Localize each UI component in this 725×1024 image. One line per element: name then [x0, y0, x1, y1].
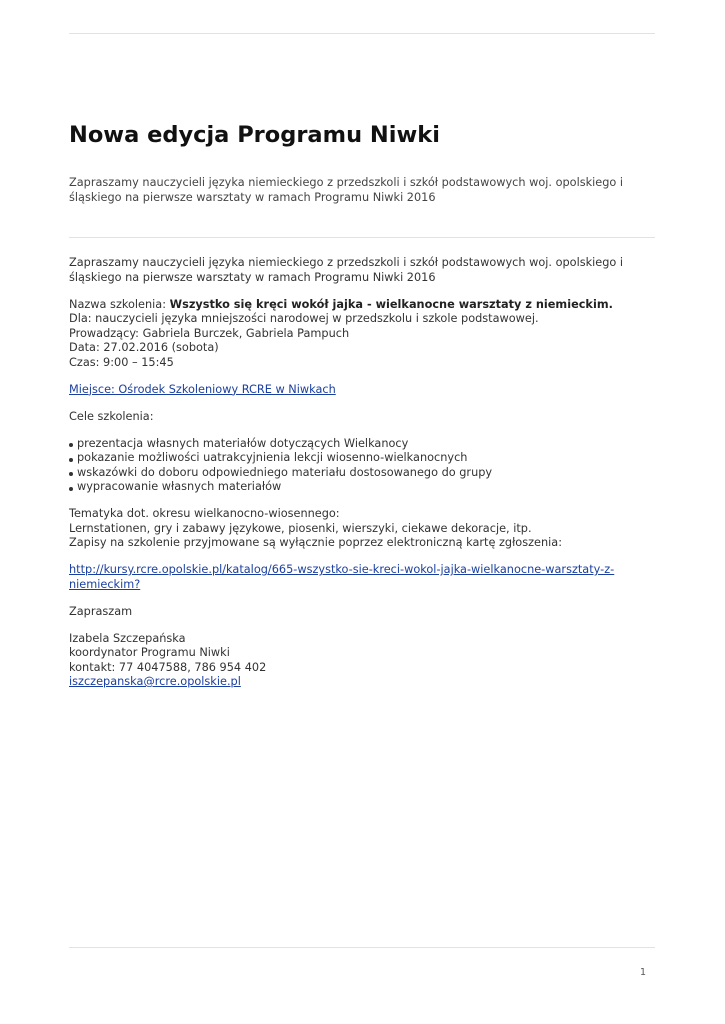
location-link[interactable]: Miejsce: Ośrodek Szkoleniowy RCRE w Niwkach: [69, 382, 336, 396]
signature-name: Izabela Szczepańska: [69, 631, 186, 645]
registration-link[interactable]: http://kursy.rcre.opolskie.pl/katalog/665-wszystko-sie-kreci-wokol-jajka-wielkanocne-warsztaty-z-niemieckim?: [69, 563, 615, 591]
training-audience: Dla: nauczycieli języka mniejszości narodowej w przedszkolu i szkole podstawowej.: [69, 312, 539, 325]
signature-email-link[interactable]: iszczepanska@rcre.opolskie.pl: [69, 675, 241, 688]
article-body: [69, 256, 655, 702]
goal-item: prezentacja własnych materiałów dotyczących Wielkanocy: [69, 437, 655, 452]
footer-divider: [69, 947, 655, 948]
goal-item: wskazówki do doboru odpowiedniego materiału dostosowanego do grupy: [69, 466, 655, 481]
training-trainers: Prowadzący: Gabriela Burczek, Gabriela Pampuch: [69, 326, 350, 340]
signature-role: koordynator Programu Niwki: [69, 646, 230, 659]
topics-text: Lernstationen, gry i zabawy językowe, piosenki, wierszyki, ciekawe dekoracje, itp.: [69, 521, 532, 535]
intro-paragraph: Zapraszamy nauczycieli języka niemieckiego z przedszkoli i szkół podstawowych woj. opolskiego i śląskiego na pierwsze warsztaty w ramach Programu Niwki 2016: [69, 256, 624, 284]
training-name: Wszystko się kręci wokół jajka - wielkanocne warsztaty z niemieckim.: [169, 297, 613, 311]
training-date: Data: 27.02.2016 (sobota): [69, 341, 219, 354]
goal-item: pokazanie możliwości uatrakcyjnienia lekcji wiosenno-wielkanocnych: [69, 451, 655, 466]
signature-contact: kontakt: 77 4047588, 786 954 402: [69, 660, 267, 674]
goal-item: wypracowanie własnych materiałów: [69, 480, 655, 495]
topics-heading: Tematyka dot. okresu wielkanocno-wiosennego:: [69, 507, 340, 520]
section-divider: [69, 237, 655, 238]
registration-text: Zapisy na szkolenie przyjmowane są wyłącznie poprzez elektroniczną kartę zgłoszenia:: [69, 536, 563, 549]
lead-paragraph: Zapraszamy nauczycieli języka niemieckiego z przedszkoli i szkół podstawowych woj. opolskiego i śląskiego na pierwsze warsztaty w ramach Programu Niwki 2016: [69, 176, 624, 204]
closing-text: Zapraszam: [69, 604, 133, 618]
training-name-line: [69, 298, 655, 313]
page-number: 1: [639, 967, 646, 978]
top-divider: [69, 33, 655, 34]
signature-block: [69, 632, 655, 690]
goals-list: [69, 437, 655, 495]
topics-block: [69, 507, 655, 551]
training-details: [69, 298, 655, 371]
page-title: Nowa edycja Programu Niwki: [69, 122, 440, 148]
goals-heading: Cele szkolenia:: [69, 409, 154, 423]
training-time: Czas: 9:00 – 15:45: [69, 355, 174, 369]
training-name-label: Nazwa szkolenia:: [69, 297, 170, 311]
